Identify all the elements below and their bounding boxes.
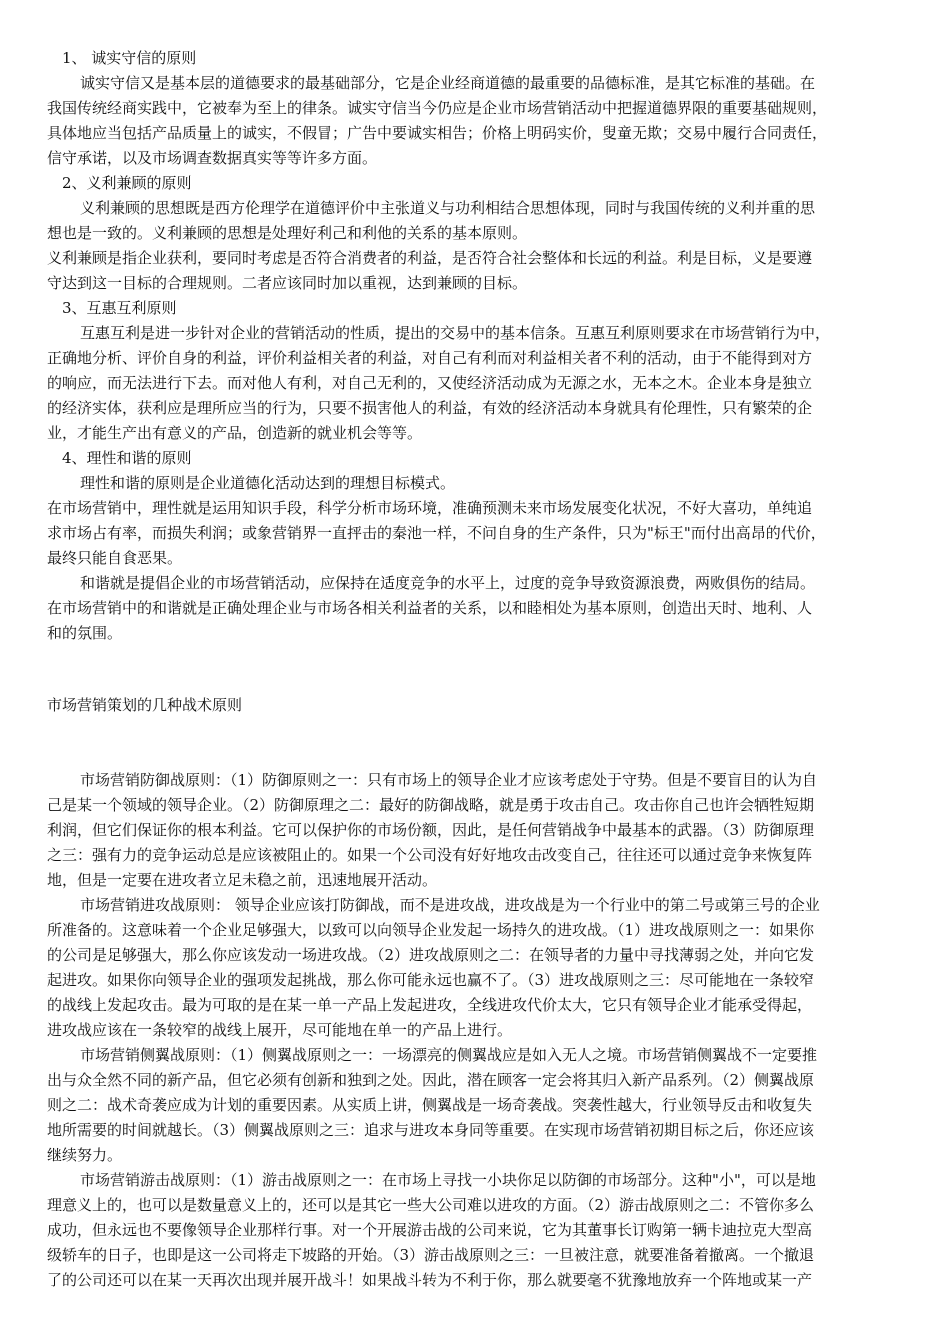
paragraph-line: 义利兼顾是指企业获利，要同时考虑是否符合消费者的利益，是否符合社会整体和长远的利益。利是目标，义是要遵 <box>47 249 813 267</box>
paragraph-line: 市场营销游击战原则：（1）游击战原则之一：在市场上寻找一小块你足以防御的市场部分。这种"小"，可以是地 <box>80 1171 816 1189</box>
paragraph-line: 业，才能生产出有意义的产品，创造新的就业机会等等。 <box>47 424 423 442</box>
paragraph-line: 利润，但它们保证你的根本利益。它可以保护你的市场份额，因此，是任何营销战争中最基本的武器。（3）防御原理 <box>47 821 815 839</box>
paragraph-line: 信守承诺，以及市场调查数据真实等等许多方面。 <box>47 149 378 167</box>
paragraph-line: 市场营销进攻战原则： 领导企业应该打防御战，而不是进攻战，进攻战是为一个行业中的第二号或第三号的企业 <box>80 896 820 914</box>
paragraph-line: 的经济实体，获利应是理所应当的行为，只要不损害他人的利益，有效的经济活动本身就具有伦理性，只有繁荣的企 <box>47 399 813 417</box>
paragraph-line: 正确地分析、评价自身的利益，评价利益相关者的利益，对自己有利而对利益相关者不利的活动，由于不能得到对方 <box>47 349 813 367</box>
paragraph-line: 进攻战应该在一条较窄的战线上展开，尽可能地在单一的产品上进行。 <box>47 1021 513 1039</box>
paragraph-line: 具体地应当包括产品质量上的诚实，不假冒；广告中要诚实相告；价格上明码实价，叟童无欺；交易中履行合同责任， <box>47 124 828 142</box>
section-1-heading: 1、 诚实守信的原则 <box>62 49 197 67</box>
paragraph-line: 理性和谐的原则是企业道德化活动达到的理想目标模式。 <box>80 474 456 492</box>
paragraph-line: 诚实守信又是基本层的道德要求的最基础部分，它是企业经商道德的最重要的品德标准，是其它标准的基础。在 <box>80 74 816 92</box>
paragraph-line: 守达到这一目标的合理规则。二者应该同时加以重视，达到兼顾的目标。 <box>47 274 528 292</box>
paragraph-line: 成功，但永远也不要像领导企业那样行事。对一个开展游击战的公司来说，它为其董事长订购第一辆卡迪拉克大型高 <box>47 1221 813 1239</box>
paragraph-line: 继续努力。 <box>47 1146 123 1164</box>
paragraph-line: 义利兼顾的思想既是西方伦理学在道德评价中主张道义与功利相结合思想体现，同时与我国传统的义利并重的思 <box>80 199 816 217</box>
paragraph-line: 地，但是一定要在进攻者立足未稳之前，迅速地展开活动。 <box>47 871 438 889</box>
paragraph-line: 起进攻。如果你向领导企业的强项发起挑战，那么你可能永远也赢不了。（3）进攻战原则之三：尽可能地在一条较窄 <box>47 971 815 989</box>
paragraph-line: 我国传统经商实践中，它被奉为至上的律条。诚实守信当今仍应是企业市场营销活动中把握道德界限的重要基础规则， <box>47 99 828 117</box>
paragraph-line: 级轿车的日子，也即是这一公司将走下坡路的开始。（3）游击战原则之三：一旦被注意，就要准备着撤离。一个撤退 <box>47 1246 815 1264</box>
paragraph-line: 了的公司还可以在某一天再次出现并展开战斗！如果战斗转为不利于你，那么就要毫不犹豫地放弃一个阵地或某一产 <box>47 1271 813 1289</box>
paragraph-line: 想也是一致的。义利兼顾的思想是处理好利己和利他的关系的基本原则。 <box>47 224 528 242</box>
paragraph-line: 和的氛围。 <box>47 624 123 642</box>
paragraph-line: 所准备的。这意味着一个企业足够强大，以致可以向领导企业发起一场持久的进攻战。（1）进攻战原则之一：如果你 <box>47 921 815 939</box>
section-4-heading: 4、理性和谐的原则 <box>62 449 192 467</box>
paragraph-line: 市场营销防御战原则：（1）防御原则之一：只有市场上的领导企业才应该考虑处于守势。但是不要盲目的认为自 <box>80 771 818 789</box>
paragraph-line: 出与众全然不同的新产品，但它必须有创新和独到之处。因此，潜在顾客一定会将其归入新产品系列。（2）侧翼战原 <box>47 1071 815 1089</box>
paragraph-line: 地所需要的时间就越长。（3）侧翼战原则之三：追求与进攻本身同等重要。在实现市场营销初期目标之后，你还应该 <box>47 1121 815 1139</box>
paragraph-line: 之三：强有力的竞争运动总是应该被阻止的。如果一个公司没有好好地攻击改变自己，往往还可以通过竞争来恢复阵 <box>47 846 813 864</box>
paragraph-line: 的响应，而无法进行下去。而对他人有利，对自己无利的，又使经济活动成为无源之水，无本之木。企业本身是独立 <box>47 374 813 392</box>
paragraph-line: 市场营销侧翼战原则：（1）侧翼战原则之一：一场漂亮的侧翼战应是如入无人之境。市场营销侧翼战不一定要推 <box>80 1046 818 1064</box>
tactics-title: 市场营销策划的几种战术原则 <box>47 696 243 714</box>
paragraph-line: 则之二：战术奇袭应成为计划的重要因素。从实质上讲，侧翼战是一场奇袭战。突袭性越大，行业领导反击和收复失 <box>47 1096 813 1114</box>
paragraph-line: 己是某一个领域的领导企业。（2）防御原理之二：最好的防御战略，就是勇于攻击自己。攻击你自己也许会牺牲短期 <box>47 796 815 814</box>
paragraph-line: 的战线上发起攻击。最为可取的是在某一单一产品上发起进攻，全线进攻代价太大，它只有领导企业才能承受得起， <box>47 996 813 1014</box>
paragraph-line: 最终只能自食恶果。 <box>47 549 183 567</box>
paragraph-line: 和谐就是提倡企业的市场营销活动，应保持在适度竞争的水平上，过度的竞争导致资源浪费，两败俱伤的结局。 <box>80 574 816 592</box>
paragraph-line: 的公司是足够强大，那么你应该发动一场进攻战。（2）进攻战原则之二：在领导者的力量中寻找薄弱之处，并向它发 <box>47 946 815 964</box>
paragraph-line: 在市场营销中的和谐就是正确处理企业与市场各相关利益者的关系，以和睦相处为基本原则，创造出天时、地利、人 <box>47 599 813 617</box>
paragraph-line: 在市场营销中，理性就是运用知识手段，科学分析市场环境，准确预测未来市场发展变化状况，不好大喜功，单纯追 <box>47 499 813 517</box>
paragraph-line: 求市场占有率，而损失利润；或象营销界一直抨击的秦池一样，不问自身的生产条件，只为"标王"而付出高昂的代价， <box>47 524 826 542</box>
section-2-heading: 2、义利兼顾的原则 <box>62 174 192 192</box>
paragraph-line: 理意义上的，也可以是数量意义上的，还可以是其它一些大公司难以进攻的方面。（2）游击战原则之二：不管你多么 <box>47 1196 815 1214</box>
paragraph-line: 互惠互利是进一步针对企业的营销活动的性质，提出的交易中的基本信条。互惠互利原则要求在市场营销行为中， <box>80 324 831 342</box>
section-3-heading: 3、互惠互利原则 <box>62 299 177 317</box>
